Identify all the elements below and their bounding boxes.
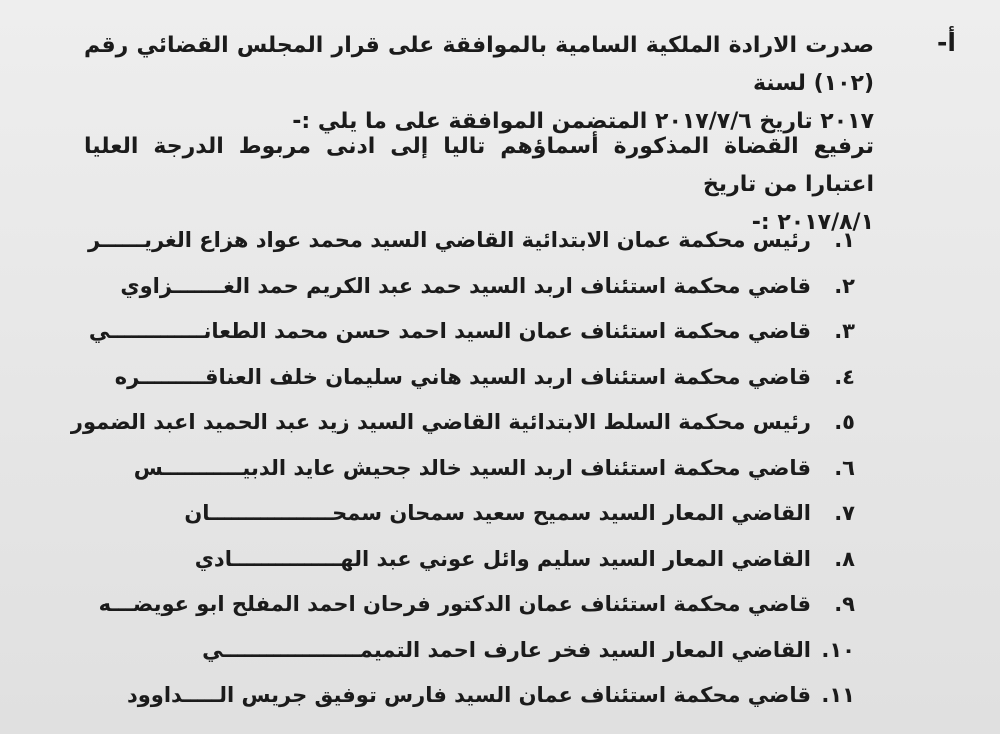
list-item bbox=[95, 274, 855, 320]
item-text: قاضي محكمة استئناف عمان السيد فارس توفيق جريس الـــــداوود bbox=[126, 683, 811, 707]
list-item bbox=[95, 501, 855, 547]
item-text: قاضي محكمة استئناف عمان الدكتور فرحان احمد المفلح ابو عويضـــه bbox=[98, 592, 811, 616]
judges-list bbox=[70, 228, 855, 729]
decision-line-1: صدرت الارادة الملكية السامية بالموافقة على قرار المجلس القضائي رقم (١٠٢) لسنة bbox=[84, 33, 874, 96]
list-item bbox=[87, 228, 855, 274]
list-item bbox=[95, 592, 855, 638]
item-number: ٤. bbox=[834, 364, 855, 389]
item-text: قاضي محكمة استئناف اربد السيد حمد عبد الكريم حمد الغـــــــزاوي bbox=[120, 273, 811, 298]
item-number: ٩. bbox=[834, 592, 855, 616]
list-item bbox=[95, 547, 855, 593]
item-number: ٦. bbox=[834, 455, 855, 480]
item-text: قاضي محكمة استئناف عمان السيد احمد حسن محمد الطعانـــــــــــــي bbox=[88, 319, 811, 343]
item-number: ٨. bbox=[834, 546, 855, 571]
list-item bbox=[95, 365, 855, 411]
item-text: القاضي المعار السيد سميح سعيد سمحان سمحـــــــــــــــــان bbox=[184, 501, 811, 525]
item-number: ١١. bbox=[821, 683, 855, 707]
item-number: ٣. bbox=[834, 319, 855, 343]
item-text: رئيس محكمة السلط الابتدائية القاضي السيد زيد عبد الحميد اعبد الضمور bbox=[70, 410, 811, 434]
item-text: قاضي محكمة استئناف اربد السيد خالد جحيش عايد الدبيـــــــــــس bbox=[133, 455, 811, 480]
list-item bbox=[88, 319, 855, 365]
decision-paragraph bbox=[84, 27, 874, 141]
item-number: ٢. bbox=[834, 273, 855, 298]
item-text: رئيس محكمة عمان الابتدائية القاضي السيد محمد عواد هزاع الغريــــــر bbox=[87, 228, 811, 252]
item-number: ١. bbox=[834, 228, 855, 252]
promotion-line-1: ترفيع القضاة المذكورة أسماؤهم تاليا إلى ادنى مربوط الدرجة العليا اعتبارا من تاريخ bbox=[84, 134, 874, 197]
promotion-line-2: ٢٠١٧/٨/١ :- bbox=[751, 210, 874, 235]
list-item bbox=[70, 410, 855, 456]
item-text: القاضي المعار السيد سليم وائل عوني عبد الهـــــــــــــــادي bbox=[194, 546, 811, 571]
item-number: ٥. bbox=[834, 410, 855, 434]
list-item bbox=[95, 456, 855, 502]
item-text: قاضي محكمة استئناف اربد السيد هاني سليمان خلف العناقـــــــــره bbox=[114, 364, 811, 389]
item-number: ١٠. bbox=[821, 637, 855, 662]
section-letter: أ- bbox=[937, 28, 956, 57]
promotion-paragraph bbox=[84, 128, 874, 242]
decision-line-2: ٢٠١٧ تاريخ ٢٠١٧/٧/٦ المتضمن الموافقة على ما يلي :- bbox=[292, 109, 874, 134]
item-text: القاضي المعار السيد فخر عارف احمد التميمـــــــــــــــــــي bbox=[202, 637, 811, 662]
item-number: ٧. bbox=[834, 501, 855, 525]
list-item bbox=[95, 638, 855, 684]
list-item bbox=[95, 683, 855, 729]
